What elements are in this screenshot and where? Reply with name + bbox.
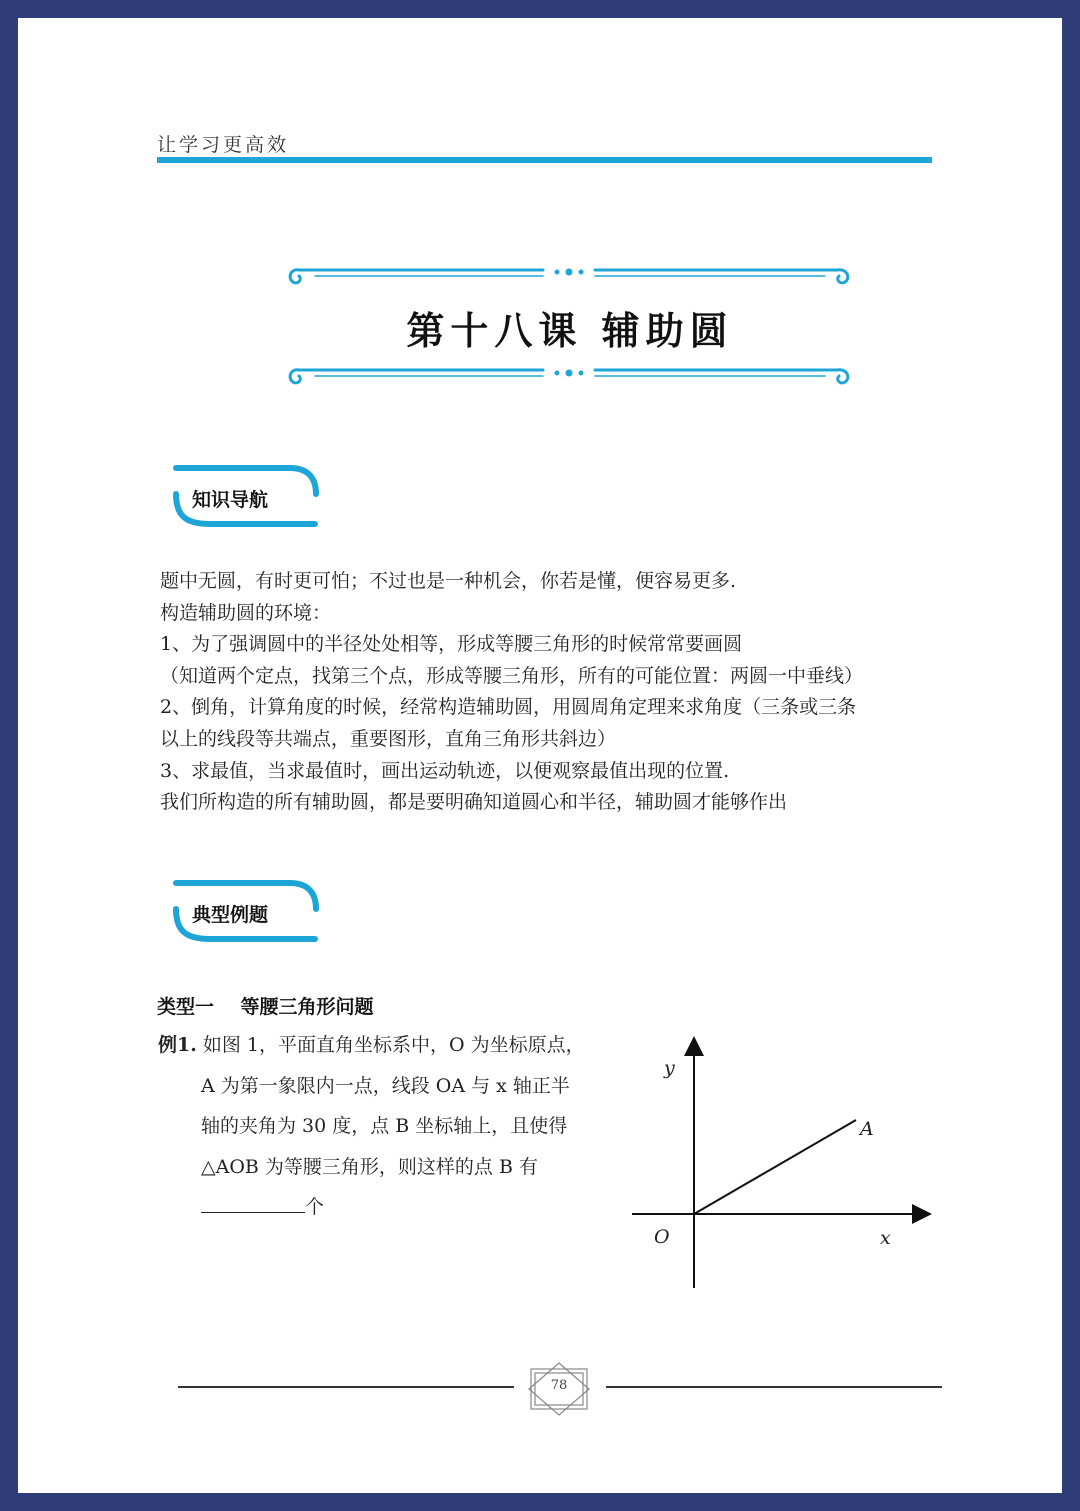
figure-1 <box>620 1030 950 1300</box>
section-label-examples: 典型例题 <box>192 904 269 926</box>
knowledge-text <box>160 566 863 819</box>
x-axis-label: x <box>880 1227 891 1249</box>
knowledge-line: （知道两个定点，找第三个点，形成等腰三角形，所有的可能位置：两圆一中垂线） <box>160 664 864 687</box>
segment-oa <box>694 1120 856 1214</box>
knowledge-line: 以上的线段等共端点，重要图形，直角三角形共斜边） <box>160 727 617 750</box>
example-line <box>158 1187 585 1228</box>
example-line: △AOB 为等腰三角形，则这样的点 B 有 <box>201 1155 538 1178</box>
example-line: 轴的夹角为 30 度，点 B 坐标轴上，且使得 <box>201 1115 568 1137</box>
example-text: 个 <box>305 1196 325 1218</box>
knowledge-line: 2、倒角，计算角度的时候，经常构造辅助圆，用圆周角定理来求角度（三条或三条 <box>160 696 857 719</box>
knowledge-line: 3、求最值，当求最值时，画出运动轨迹，以便观察最值出现的位置. <box>160 759 730 782</box>
knowledge-line: 题中无圆，有时更可怕；不过也是一种机会，你若是懂，便容易更多. <box>160 570 737 592</box>
section-label-knowledge: 知识导航 <box>192 489 269 511</box>
example-label: 例1. <box>158 1034 197 1056</box>
footer-rule-right <box>606 1386 942 1388</box>
knowledge-line: 构造辅助圆的环境： <box>160 601 332 624</box>
origin-label: O <box>654 1226 670 1248</box>
example-line: A 为第一象限内一点，线段 OA 与 x 轴正半 <box>201 1074 570 1097</box>
point-a-label: A <box>860 1118 874 1140</box>
footer-rule-left <box>178 1386 514 1388</box>
example-line <box>158 1025 585 1066</box>
example-1 <box>158 1025 585 1228</box>
answer-blank <box>201 1194 305 1213</box>
type-heading: 类型一 等腰三角形问题 <box>157 996 374 1018</box>
knowledge-line: 1、为了强调圆中的半径处处相等，形成等腰三角形的时候常常要画圆 <box>160 633 743 656</box>
lesson-title: 第十八课 辅助圆 <box>406 308 734 353</box>
knowledge-line: 我们所构造的所有辅助圆，都是要明确知道圆心和半径，辅助圆才能够作出 <box>160 791 788 814</box>
example-text: 如图 1，平面直角坐标系中，O 为坐标原点， <box>202 1034 585 1056</box>
page-number: 78 <box>550 1378 568 1393</box>
y-axis-label: y <box>664 1057 675 1079</box>
header-slogan: 让学习更高效 <box>157 134 290 156</box>
header-rule <box>157 157 932 163</box>
